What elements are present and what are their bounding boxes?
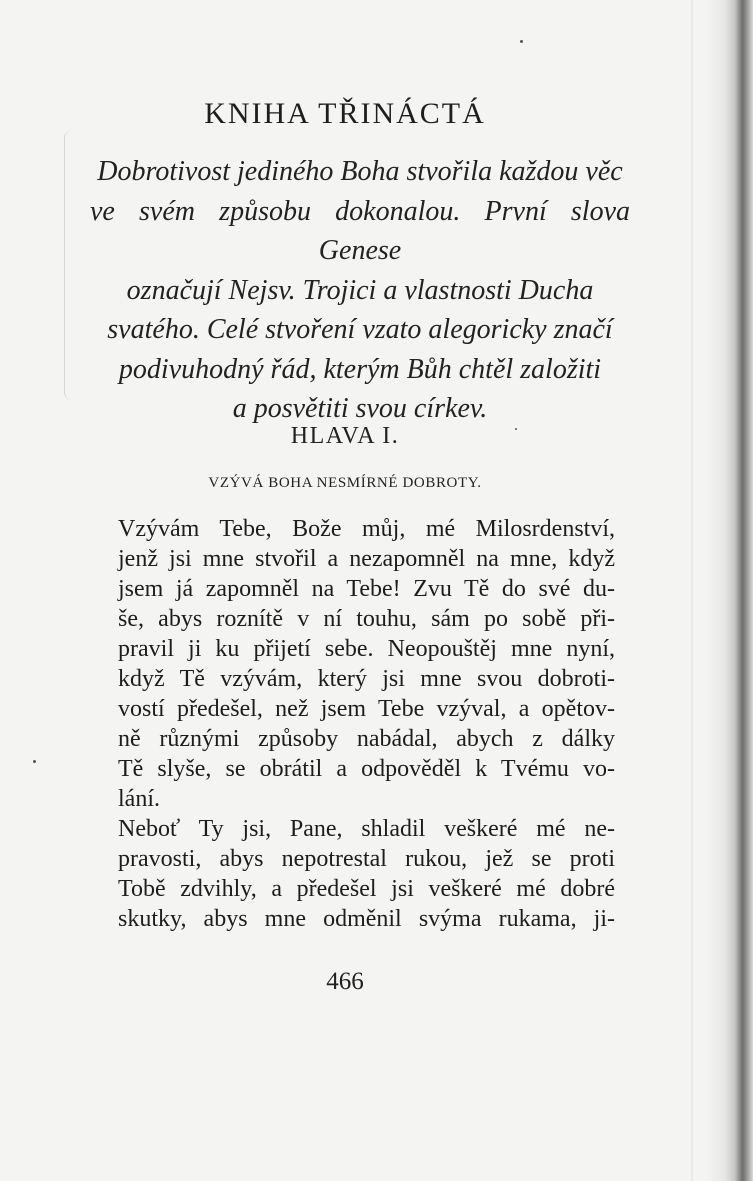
- paragraph: [118, 814, 615, 934]
- pencil-margin-mark: [64, 130, 87, 400]
- text-line: vostí předešel, než jsem Tebe vzýval, a opětov-: [118, 696, 615, 722]
- body-text: [118, 514, 615, 934]
- chapter-subtitle: VZÝVÁ BOHA NESMÍRNÉ DOBROTY.: [208, 475, 482, 491]
- paper-speck: [520, 40, 523, 43]
- book-summary: [90, 152, 630, 429]
- paper-speck: [33, 760, 36, 763]
- text-line: Tě slyše, se obrátil a odpověděl k Tvému vo-: [118, 756, 615, 782]
- page-edge-shadow: [691, 0, 693, 1181]
- text-line: když Tě vzývám, který jsi mne svou dobroti-: [118, 666, 615, 692]
- chapter-heading: HLAVA I.: [290, 423, 400, 449]
- paragraph: [118, 514, 615, 814]
- summary-line: ve svém způsobu dokonalou. První slova Genese: [90, 195, 630, 266]
- summary-line: svatého. Celé stvoření vzato alegoricky značí: [107, 314, 613, 345]
- summary-line: podivuhodný řád, kterým Bůh chtěl založiti: [118, 353, 602, 385]
- summary-line: označují Nejsv. Trojici a vlastnosti Ducha: [126, 274, 594, 306]
- paper-speck: [515, 428, 517, 430]
- text-line: pravil ji ku přijetí sebe. Neopouštěj mne nyní,: [118, 636, 615, 662]
- text-line: jsem já zapomněl na Tebe! Zvu Tě do své du-: [118, 576, 615, 602]
- text-line: skutky, abys mne odměnil svýma rukama, ji-: [118, 906, 615, 932]
- text-line: jenž jsi mne stvořil a nezapomněl na mne, když: [118, 546, 615, 572]
- text-line: lání.: [118, 786, 160, 812]
- text-line: Neboť Ty jsi, Pane, shladil veškeré mé ne-: [118, 816, 615, 842]
- book-spine-shadow: [705, 0, 753, 1181]
- text-line: ně různými způsoby nabádal, abych z dálky: [118, 726, 615, 752]
- book-title: KNIHA TŘINÁCTÁ: [204, 97, 486, 130]
- summary-line: a posvětiti svou církev.: [232, 393, 488, 424]
- text-line: še, abys roznítě v ní touhu, sám po sobě při-: [118, 606, 615, 632]
- text-line: Vzývám Tebe, Bože můj, mé Milosrdenství,: [118, 516, 615, 542]
- text-line: Tobě zdvihly, a předešel jsi veškeré mé dobré: [118, 876, 615, 902]
- summary-line: Dobrotivost jediného Boha stvořila každou věc: [97, 156, 623, 187]
- text-line: pravosti, abys nepotrestal rukou, jež se proti: [118, 846, 615, 872]
- page-number: 466: [326, 968, 364, 995]
